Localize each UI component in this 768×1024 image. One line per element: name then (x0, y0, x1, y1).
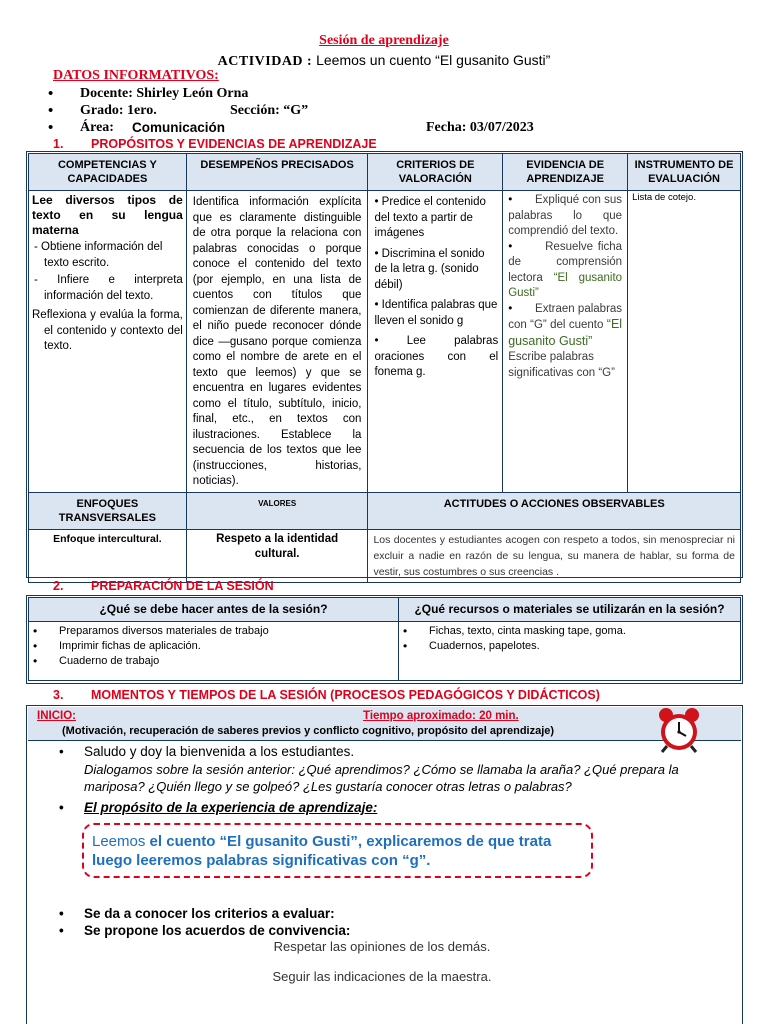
antes-cell (29, 622, 399, 681)
seccion-text: Sección: “G” (230, 103, 309, 118)
th-enfoques: ENFOQUES TRANSVERSALES (29, 492, 187, 529)
evidencia-2: • Resuelve ficha de comprensión lectora “El gusanito Gusti” (508, 240, 623, 299)
section2-number: 2. (53, 579, 64, 593)
activity-text: Leemos un cuento “El gusanito Gusti” (312, 52, 551, 68)
section1-title: PROPÓSITOS Y EVIDENCIAS DE APRENDIZAJE (91, 137, 377, 151)
recurso-item: • Cuadernos, papelotes. (399, 639, 740, 654)
criterios-label: Se da a conocer los criterios a evaluar: (84, 906, 335, 921)
valor-cell: Respeto a la identidad cultural. (186, 529, 368, 582)
acuerdos-label: Se propone los acuerdos de convivencia: (84, 923, 351, 938)
antes-item: • Imprimir fichas de aplicación. (29, 639, 398, 654)
section2-title: PREPARACIÓN DE LA SESIÓN (91, 579, 274, 593)
th-criterios: CRITERIOS DE VALORACIÓN (368, 154, 503, 191)
q-recursos: ¿Qué recursos o materiales se utilizarán en la sesión? (399, 598, 741, 622)
acuerdo-2: Seguir las indicaciones de la maestra. (272, 969, 492, 984)
capacidad-2: - Infiere e interpreta información del texto. (34, 274, 183, 302)
antes-item: • Preparamos diversos materiales de trabajo (29, 624, 398, 639)
section1-number: 1. (53, 137, 64, 151)
dialogo-text: Dialogamos sobre la sesión anterior: ¿Qué aprendimos? ¿Cómo se llamaba la araña? ¿Qué prepara la mariposa? ¿Quién llego y se golpeó? ¿Les gustaría conocer otras letras o palabras? (84, 762, 679, 794)
proposito-label: El propósito de la experiencia de aprendizaje: (84, 800, 378, 815)
evidencia-1: • Expliqué con sus palabras lo que comprendió del texto. (508, 194, 623, 237)
proposito-b: el cuento “El gusanito Gusti”, explicaremos de que trata luego leeremos palabras significativas con “g”. (92, 833, 552, 869)
proposito-table (28, 153, 741, 583)
th-actitudes: ACTITUDES O ACCIONES OBSERVABLES (368, 492, 741, 529)
saludo-text: Saludo y doy la bienvenida a los estudiantes. (84, 744, 355, 759)
instrumento-cell: Lista de cotejo. (628, 191, 741, 493)
section2-heading (53, 579, 274, 593)
competencia-cell (29, 191, 187, 493)
capacidad-1: - Obtiene información del texto escrito. (34, 241, 163, 269)
section3-heading (53, 688, 600, 702)
proposito-text (92, 832, 572, 870)
antes-item: • Cuaderno de trabajo (29, 654, 398, 669)
competencia-title: Lee diversos tipos de texto en su lengua materna (32, 193, 183, 237)
area-label: Área: (80, 120, 114, 135)
evidencia-4: Escribe palabras significativas con “G” (508, 351, 615, 379)
th-evidencia: EVIDENCIA DE APRENDIZAJE (503, 154, 628, 191)
criterio-4: • Lee palabras oraciones con el fonema g. (374, 335, 499, 378)
session-title: Sesión de aprendizaje (319, 33, 449, 48)
proposito-a: Leemos (92, 833, 150, 850)
activity-label: ACTIVIDAD : (217, 54, 313, 69)
section3-title: MOMENTOS Y TIEMPOS DE LA SESIÓN (PROCESOS PEDAGÓGICOS Y DIDÁCTICOS) (91, 688, 600, 702)
criterio-1: • Predice el contenido del texto a partir de imágenes (374, 196, 486, 239)
criterios-cell (368, 191, 503, 493)
evidencia-cell (503, 191, 628, 493)
evidencia-3: • Extraen palabras con “G” del cuento “El gusanito Gusti” (508, 302, 623, 348)
actitud-cell: Los docentes y estudiantes acogen con respeto a todos, sin menospreciar ni excluir a nadie en razón de su lengua, su manera de hablar, su forma de vestir, sus costumbres o sus creencias . (368, 529, 741, 582)
q-antes: ¿Qué se debe hacer antes de la sesión? (29, 598, 399, 622)
alarm-clock-icon (655, 706, 703, 754)
th-instrumento: INSTRUMENTO DE EVALUACIÓN (628, 154, 741, 191)
th-competencias: COMPETENCIAS Y CAPACIDADES (29, 154, 187, 191)
datos-heading: DATOS INFORMATIVOS: (53, 68, 219, 83)
acuerdo-1: Respetar las opiniones de los demás. (273, 939, 491, 954)
tiempo-label: Tiempo aproximado: 20 min. (363, 710, 519, 722)
preparacion-table (28, 597, 741, 681)
fecha-text: Fecha: 03/07/2023 (426, 120, 534, 135)
enfoque-cell: Enfoque intercultural. (29, 529, 187, 582)
desempeno-cell: Identifica información explícita que es claramente distinguible de otra porque la relaciona con palabras conocidas o porque conoce el contenido del texto (por ejemplo, en una lista de cuentos con títulos que comienzan de diferente manera, el niño puede reconocer dónde dice —gusano porque comienza como el nombre de arete en el texto que leemos) y que se encuentra en lugares evidentes como el título, subtítulo, inicio, final, etc., en textos con ilustraciones. Establece la secuencia de los textos que lee (instrucciones, historias, noticias). (186, 191, 368, 493)
inicio-label: INICIO: (37, 710, 76, 722)
recursos-cell (399, 622, 741, 681)
th-desempenos: DESEMPEÑOS PRECISADOS (186, 154, 368, 191)
criterio-3: • Identifica palabras que lleven el sonido g (374, 299, 498, 327)
docente-text: Docente: Shirley León Orna (80, 86, 249, 101)
grado-text: Grado: 1ero. (80, 103, 157, 118)
capacidad-3: Reflexiona y evalúa la forma, el contenido y contexto del texto. (32, 309, 183, 352)
section3-number: 3. (53, 688, 64, 702)
th-valores: VALORES (186, 492, 368, 529)
section1-heading (53, 137, 377, 151)
criterio-2: • Discrimina el sonido de la letra g. (sonido débil) (374, 247, 485, 291)
recurso-item: • Fichas, texto, cinta masking tape, goma. (399, 624, 740, 639)
area-value: Comunicación (132, 120, 226, 135)
inicio-sub: (Motivación, recuperación de saberes previos y conflicto cognitivo, propósito del aprendizaje) (62, 725, 555, 737)
inicio-header (28, 707, 741, 741)
